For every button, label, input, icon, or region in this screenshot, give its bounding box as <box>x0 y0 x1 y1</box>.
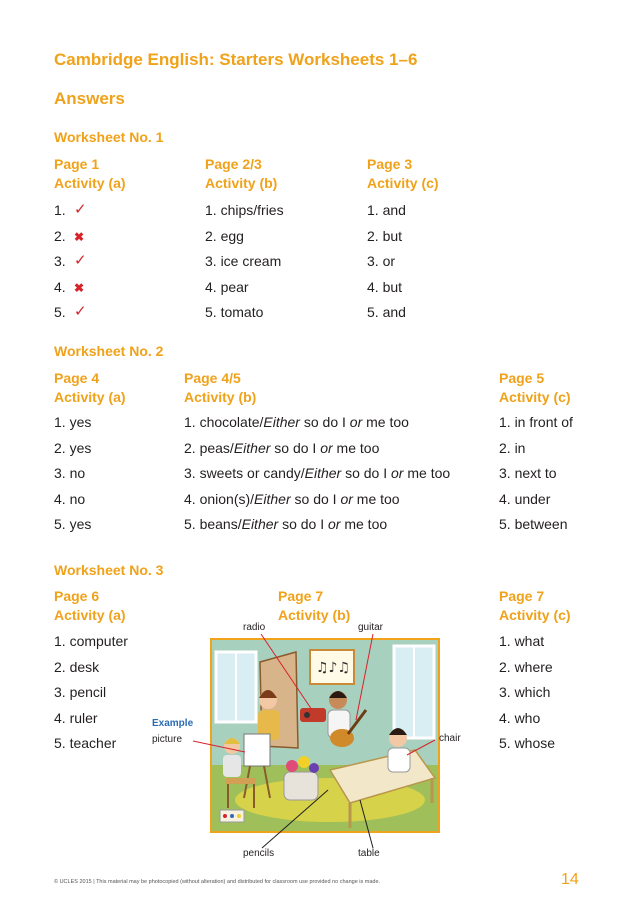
answers-heading: Answers <box>54 89 125 108</box>
list-item-number: 5. <box>54 304 66 320</box>
activity-label: Activity (b) <box>184 389 257 405</box>
list-item: 2. in <box>499 440 526 456</box>
list-item: 3. ice cream <box>205 253 282 269</box>
list-item-number: 1. <box>54 202 66 218</box>
list-item: 4. under <box>499 491 551 507</box>
activity-label: Activity (b) <box>205 175 278 191</box>
tick-icon: ✓ <box>74 201 87 218</box>
tick-icon: ✓ <box>74 303 87 320</box>
list-item: 4. no <box>54 491 86 507</box>
chair-label: chair <box>439 733 461 744</box>
list-item: 5. between <box>499 516 568 532</box>
list-item: 2. but <box>367 228 403 244</box>
list-item: 3. or <box>367 253 396 269</box>
list-item: 5. whose <box>499 735 556 751</box>
list-item: 3. which <box>499 684 551 700</box>
radio-label: radio <box>243 622 266 633</box>
list-item: 4. onion(s)/Either so do I or me too <box>184 491 400 507</box>
activity-label: Activity (b) <box>278 607 351 623</box>
list-item: 1. chocolate/Either so do I or me too <box>184 414 409 430</box>
list-item: 3. no <box>54 465 86 481</box>
list-item: 2. yes <box>54 440 92 456</box>
list-item: 5. teacher <box>54 735 117 751</box>
worksheet-1-heading: Worksheet No. 1 <box>54 129 164 145</box>
activity-label: Activity (a) <box>54 175 126 191</box>
list-item: 5. and <box>367 304 406 320</box>
list-item: 4. who <box>499 710 541 726</box>
list-item: 1. chips/fries <box>205 202 284 218</box>
svg-text:♫♪♫: ♫♪♫ <box>316 660 351 676</box>
worksheet-2-heading: Worksheet No. 2 <box>54 343 164 359</box>
list-item: 1. and <box>367 202 406 218</box>
list-item: 3. next to <box>499 465 557 481</box>
cross-icon: ✖ <box>74 281 85 295</box>
activity-label: Activity (c) <box>367 175 439 191</box>
page-label: Page 3 <box>367 156 413 172</box>
list-item: 2. egg <box>205 228 244 244</box>
list-item: 5. tomato <box>205 304 264 320</box>
picture-label: picture <box>152 734 183 745</box>
activity-label: Activity (c) <box>499 607 571 623</box>
list-item: 2. peas/Either so do I or me too <box>184 440 380 456</box>
list-item-number: 2. <box>54 228 66 244</box>
list-item: 3. sweets or candy/Either so do I or me too <box>184 465 451 481</box>
list-item: 4. but <box>367 279 403 295</box>
page-label: Page 7 <box>499 588 545 604</box>
worksheet-3-heading: Worksheet No. 3 <box>54 562 164 578</box>
page-label: Page 4/5 <box>184 370 241 386</box>
list-item: 4. ruler <box>54 710 98 726</box>
activity-label: Activity (a) <box>54 607 126 623</box>
list-item: 1. computer <box>54 633 128 649</box>
page-label: Page 4 <box>54 370 100 386</box>
list-item: 1. what <box>499 633 545 649</box>
activity-label: Activity (a) <box>54 389 126 405</box>
list-item-number: 3. <box>54 253 66 269</box>
list-item: 5. beans/Either so do I or me too <box>184 516 388 532</box>
list-item: 1. in front of <box>499 414 573 430</box>
activity-label: Activity (c) <box>499 389 571 405</box>
list-item: 1. yes <box>54 414 92 430</box>
page-number: 14 <box>561 871 579 888</box>
pencils-label: pencils <box>243 848 275 859</box>
page-label: Page 5 <box>499 370 545 386</box>
tick-icon: ✓ <box>74 252 87 269</box>
page-label: Page 7 <box>278 588 324 604</box>
cross-icon: ✖ <box>74 230 85 244</box>
list-item-number: 4. <box>54 279 66 295</box>
list-item: 2. where <box>499 659 553 675</box>
list-item: 2. desk <box>54 659 100 675</box>
list-item: 5. yes <box>54 516 92 532</box>
page-label: Page 1 <box>54 156 100 172</box>
page-title: Cambridge English: Starters Worksheets 1–6 <box>54 50 418 69</box>
page-label: Page 2/3 <box>205 156 262 172</box>
example-label: Example <box>152 718 194 729</box>
table-label: table <box>358 848 380 859</box>
copyright-footer: © UCLES 2015 | This material may be photocopied (without alteration) and distributed for classroom use provided no change is made. <box>54 879 381 885</box>
list-item: 3. pencil <box>54 684 107 700</box>
guitar-label: guitar <box>358 622 384 633</box>
page-label: Page 6 <box>54 588 100 604</box>
list-item: 4. pear <box>205 279 249 295</box>
